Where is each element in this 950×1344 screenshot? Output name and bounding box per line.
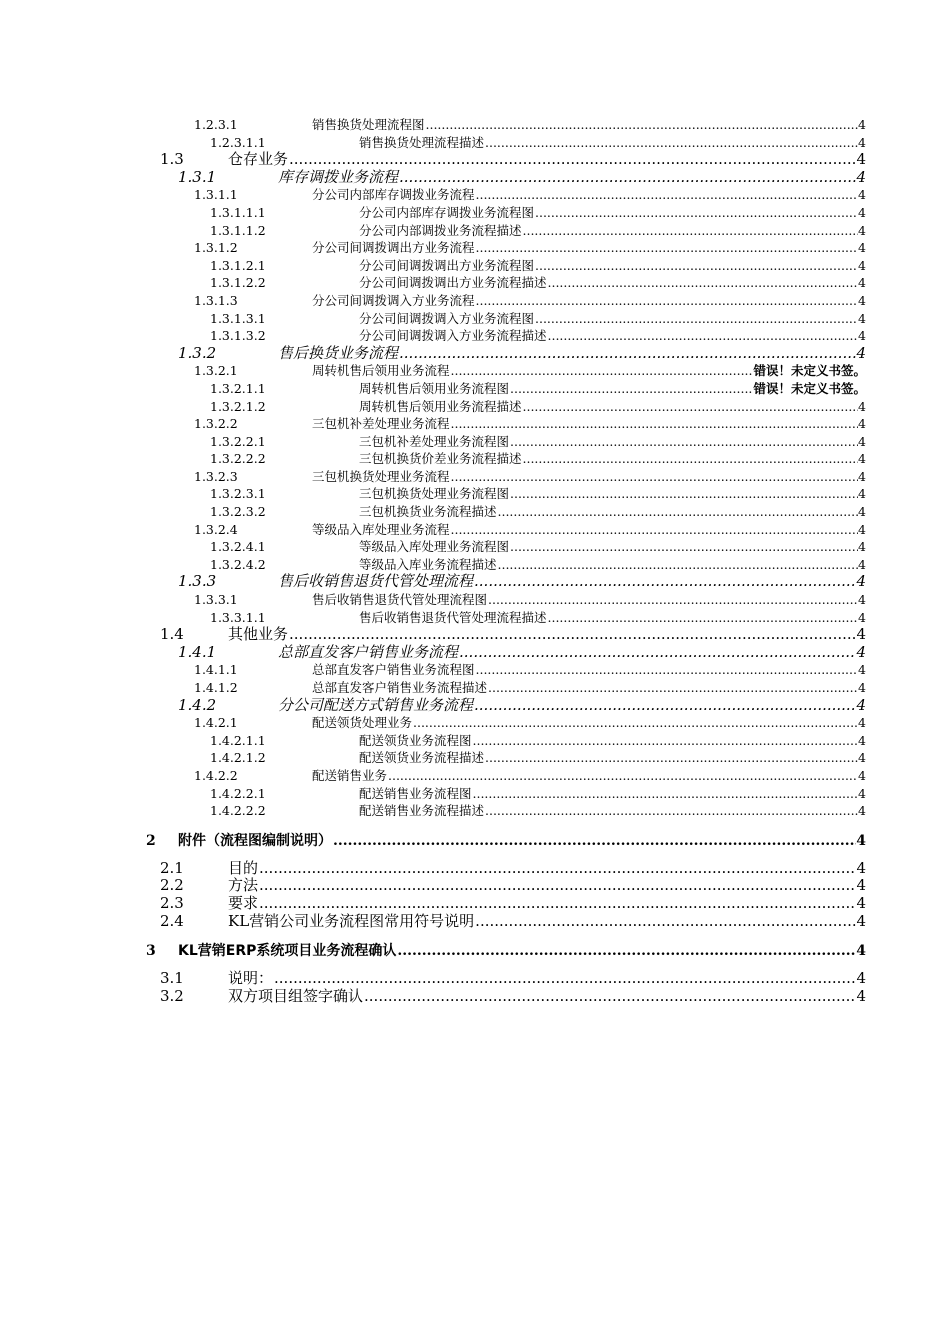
- toc-entry-number: 3: [146, 943, 156, 960]
- toc-entry-number: 1.3.2.4.1: [210, 539, 266, 555]
- toc-entry-number: 1.4.1: [178, 642, 217, 661]
- toc-entry[interactable]: [0, 895, 950, 913]
- toc-dot-leader: [548, 274, 859, 292]
- toc-entry-title: 附件（流程图编制说明）: [178, 832, 332, 849]
- toc-entry[interactable]: [0, 831, 950, 851]
- toc-entry-number: 1.3.2.4: [194, 521, 238, 537]
- toc-entry-number: 1.4.1.2: [194, 680, 238, 695]
- toc-dot-leader: [451, 362, 754, 380]
- toc-dot-leader: [474, 697, 856, 715]
- toc-entry-number: 1.3.3.1: [194, 592, 238, 608]
- toc-entry[interactable]: [0, 988, 950, 1006]
- toc-entry[interactable]: [0, 877, 950, 895]
- toc-entry[interactable]: [0, 609, 950, 627]
- toc-entry[interactable]: [0, 802, 950, 820]
- toc-entry[interactable]: [0, 169, 950, 187]
- toc-dot-leader: [388, 767, 858, 785]
- toc-entry-number: 2.3: [160, 893, 184, 912]
- toc-entry-number: 1.4.2: [178, 695, 217, 714]
- toc-entry[interactable]: [0, 450, 950, 468]
- toc-dot-leader: [523, 398, 859, 416]
- toc-dot-leader: [289, 626, 856, 644]
- toc-dot-leader: [548, 609, 859, 627]
- toc-dot-leader: [498, 556, 859, 574]
- toc-entry-title: 要求: [228, 894, 259, 912]
- toc-entry-page: 4: [856, 987, 866, 1005]
- toc-dot-leader: [451, 521, 859, 539]
- toc-entry-page: 4: [858, 292, 866, 308]
- toc-entry-page: 4: [858, 204, 866, 220]
- toc-entry-page: 4: [858, 680, 866, 695]
- toc-entry[interactable]: [0, 327, 950, 345]
- toc-entry-number: 2.2: [160, 876, 184, 895]
- toc-entry-title: 周转机售后领用业务流程: [312, 363, 450, 379]
- toc-entry-page: 4: [858, 803, 866, 819]
- toc-entry-number: 1.3.1: [178, 167, 217, 186]
- toc-entry-number: 1.3.1.2.1: [210, 257, 266, 273]
- toc-dot-leader: [426, 116, 859, 134]
- toc-entry-title: 配送销售业务: [312, 767, 388, 783]
- toc-entry[interactable]: [0, 116, 950, 134]
- toc-entry-page: 4: [856, 859, 866, 877]
- toc-entry[interactable]: [0, 679, 950, 697]
- toc-entry[interactable]: [0, 661, 950, 679]
- toc-entry-number: 1.3.1.1.2: [210, 222, 266, 238]
- toc-entry-title: KL营销ERP系统项目业务流程确认: [178, 943, 397, 960]
- toc-entry-title: 分公司内部调拨业务流程描述: [359, 222, 522, 238]
- toc-entry-number: 1.4.2.2.1: [210, 785, 266, 801]
- toc-entry[interactable]: [0, 556, 950, 574]
- toc-entry-number: 1.3.2.1.2: [210, 398, 266, 414]
- toc-entry-title: 分公司间调拨调出方业务流程描述: [359, 275, 547, 291]
- toc-entry-page: 4: [858, 715, 866, 731]
- toc-dot-leader: [364, 988, 856, 1006]
- toc-entry-title: 三包机换货处理业务流程图: [359, 486, 510, 502]
- toc-entry-page: 4: [856, 573, 866, 591]
- toc-entry[interactable]: [0, 714, 950, 732]
- toc-entry[interactable]: [0, 573, 950, 591]
- toc-entry-page: 4: [856, 912, 866, 930]
- toc-entry-page: 4: [856, 970, 866, 988]
- toc-dot-leader: [476, 186, 859, 204]
- toc-entry-page: 4: [858, 310, 866, 326]
- toc-entry-number: 1.4.2.1.1: [210, 732, 266, 748]
- toc-entry-number: 3.2: [160, 986, 184, 1005]
- toc-entry-page: 4: [856, 832, 866, 849]
- toc-bookmark-error: 错误！未定义书签。: [753, 363, 866, 379]
- toc-entry-title: 周转机售后领用业务流程图: [359, 380, 510, 396]
- toc-entry-title: 售后收销售退货代管处理流程: [278, 573, 474, 591]
- toc-entry[interactable]: [0, 257, 950, 275]
- toc-entry-page: 4: [858, 433, 866, 449]
- toc-dot-leader: [413, 714, 858, 732]
- toc-entry-title: KL营销公司业务流程图常用符号说明: [228, 912, 475, 930]
- toc-dot-leader: [476, 661, 859, 679]
- toc-dot-leader: [535, 204, 858, 222]
- toc-entry-title: 分公司间调拨调出方业务流程图: [359, 257, 535, 273]
- toc-dot-leader: [451, 415, 859, 433]
- toc-entry-page: 4: [858, 609, 866, 625]
- toc-dot-leader: [485, 749, 858, 767]
- toc-entry-number: 1.3: [160, 150, 184, 169]
- toc-entry[interactable]: [0, 626, 950, 644]
- toc-entry-page: 4: [858, 732, 866, 748]
- toc-entry[interactable]: [0, 204, 950, 222]
- toc-entry-title: 配送销售业务流程描述: [359, 803, 485, 819]
- toc-entry[interactable]: [0, 433, 950, 451]
- toc-dot-leader: [510, 380, 753, 398]
- toc-dot-leader: [485, 134, 858, 152]
- toc-entry-number: 1.3.2.1: [194, 363, 238, 379]
- toc-entry-title: 配送销售业务流程图: [359, 785, 472, 801]
- toc-entry-page: 4: [856, 894, 866, 912]
- toc-entry-page: 4: [858, 486, 866, 502]
- toc-entry[interactable]: [0, 644, 950, 662]
- toc-entry-number: 1.3.2.3.2: [210, 504, 266, 520]
- toc-entry-number: 1.3.1.3: [194, 292, 238, 308]
- toc-entry-page: 4: [858, 134, 866, 150]
- toc-dot-leader: [510, 485, 858, 503]
- toc-dot-leader: [548, 327, 859, 345]
- toc-entry-title: 分公司间调拨调入方业务流程描述: [359, 328, 547, 344]
- toc-dot-leader: [475, 913, 856, 931]
- toc-entry-page: 4: [858, 767, 866, 783]
- toc-entry-page: 4: [856, 168, 866, 186]
- toc-entry-page: 4: [858, 539, 866, 555]
- toc-entry-page: 4: [858, 117, 866, 132]
- toc-entry-title: 等级品入库业务流程描述: [359, 556, 497, 572]
- toc-entry-title: 售后收销售退货代管处理流程图: [312, 592, 488, 608]
- toc-entry[interactable]: [0, 913, 950, 931]
- toc-entry-number: 1.3.1.2.2: [210, 275, 266, 291]
- toc-entry-title: 售后收销售退货代管处理流程描述: [359, 609, 547, 625]
- toc-dot-leader: [274, 970, 856, 988]
- toc-entry-number: 1.3.1.3.2: [210, 328, 266, 344]
- toc-dot-leader: [397, 941, 856, 961]
- toc-entry-number: 1.3.1.3.1: [210, 310, 266, 326]
- toc-entry-number: 1.3.2.3.1: [210, 486, 266, 502]
- toc-dot-leader: [535, 257, 858, 275]
- toc-dot-leader: [476, 239, 859, 257]
- toc-entry-number: 1.2.3.1.1: [210, 134, 266, 150]
- toc-entry-number: 1.3.2.3: [194, 468, 238, 484]
- toc-entry-page: 4: [856, 344, 866, 362]
- toc-entry-title: 分公司配送方式销售业务流程: [278, 696, 474, 714]
- toc-entry-number: 1.4.2.1.2: [210, 750, 266, 766]
- toc-entry-number: 1.2.3.1: [194, 117, 238, 132]
- toc-entry-page: 4: [858, 398, 866, 414]
- toc-entry-title: 配送领货处理业务: [312, 715, 413, 731]
- toc-entry-number: 1.4.2.1: [194, 715, 238, 731]
- toc-entry-title: 方法: [228, 877, 259, 895]
- toc-dot-leader: [473, 732, 859, 750]
- toc-dot-leader: [289, 151, 856, 169]
- toc-entry-page: 4: [858, 257, 866, 273]
- toc-entry-number: 1.3.2.2.2: [210, 451, 266, 467]
- toc-entry-title: 周转机售后领用业务流程描述: [359, 398, 522, 414]
- toc-entry-page: 4: [858, 785, 866, 801]
- toc-entry-number: 2: [146, 832, 156, 849]
- toc-entry-title: 分公司内部库存调拨业务流程: [312, 187, 475, 203]
- toc-entry-page: 4: [858, 662, 866, 678]
- toc-dot-leader: [474, 573, 856, 591]
- toc-entry-page: 4: [856, 696, 866, 714]
- toc-entry[interactable]: [0, 468, 950, 486]
- toc-dot-leader: [488, 591, 858, 609]
- toc-entry-number: 1.4.2.2.2: [210, 803, 266, 819]
- toc-entry-title: 三包机换货处理业务流程: [312, 468, 450, 484]
- toc-entry-page: 4: [856, 877, 866, 895]
- toc-dot-leader: [259, 860, 856, 878]
- toc-entry-title: 三包机补差处理业务流程: [312, 416, 450, 432]
- toc-dot-leader: [399, 169, 856, 187]
- toc-dot-leader: [510, 433, 858, 451]
- toc-entry-title: 仓存业务: [228, 151, 289, 169]
- toc-entry[interactable]: [0, 785, 950, 803]
- toc-entry-page: 4: [858, 222, 866, 238]
- toc-entry-title: 总部直发客户销售业务流程图: [312, 662, 475, 678]
- toc-entry-number: 1.3.2.4.2: [210, 556, 266, 572]
- toc-entry[interactable]: [0, 697, 950, 715]
- toc-entry[interactable]: [0, 239, 950, 257]
- toc-entry[interactable]: [0, 503, 950, 521]
- toc-entry-number: 1.3.3: [178, 572, 217, 591]
- toc-entry-number: 1.3.2.2: [194, 416, 238, 432]
- toc-entry-page: 4: [858, 187, 866, 203]
- toc-entry[interactable]: [0, 591, 950, 609]
- toc-entry[interactable]: [0, 362, 950, 380]
- toc-entry-number: 2.4: [160, 911, 184, 930]
- toc-entry-page: 4: [856, 151, 866, 169]
- toc-entry-title: 售后换货业务流程: [278, 344, 399, 362]
- toc-entry[interactable]: [0, 151, 950, 169]
- toc-entry[interactable]: [0, 310, 950, 328]
- toc-entry[interactable]: [0, 274, 950, 292]
- toc-entry-title: 配送领货业务流程描述: [359, 750, 485, 766]
- toc-entry-title: 目的: [228, 859, 259, 877]
- toc-dot-leader: [535, 310, 858, 328]
- toc-entry-number: 2.1: [160, 858, 184, 877]
- toc-entry-page: 4: [858, 592, 866, 608]
- toc-entry-title: 销售换货处理流程图: [312, 117, 425, 132]
- toc-entry-title: 三包机补差处理业务流程图: [359, 433, 510, 449]
- toc-entry-title: 总部直发客户销售业务流程: [278, 643, 459, 661]
- toc-entry-title: 分公司内部库存调拨业务流程图: [359, 204, 535, 220]
- toc-dot-leader: [399, 345, 856, 363]
- table-of-contents: [0, 116, 950, 1005]
- toc-entry[interactable]: [0, 345, 950, 363]
- toc-entry-number: 1.3.2: [178, 343, 217, 362]
- toc-entry-title: 等级品入库处理业务流程: [312, 521, 450, 537]
- toc-entry[interactable]: [0, 970, 950, 988]
- toc-dot-leader: [259, 877, 856, 895]
- toc-dot-leader: [451, 468, 859, 486]
- toc-entry[interactable]: [0, 415, 950, 433]
- toc-entry-title: 三包机换货业务流程描述: [359, 504, 497, 520]
- toc-entry-title: 总部直发客户销售业务流程描述: [312, 680, 488, 695]
- toc-dot-leader: [476, 292, 859, 310]
- toc-entry-title: 分公司间调拨调入方业务流程: [312, 292, 475, 308]
- toc-entry-number: 1.4.2.2: [194, 767, 238, 783]
- toc-entry-number: 1.3.1.1.1: [210, 204, 266, 220]
- toc-entry-title: 双方项目组签字确认: [228, 987, 364, 1005]
- toc-dot-leader: [473, 785, 859, 803]
- toc-entry-page: 4: [856, 626, 866, 644]
- toc-entry-title: 配送领货业务流程图: [359, 732, 472, 748]
- toc-entry[interactable]: [0, 860, 950, 878]
- toc-entry-number: 1.3.2.1.1: [210, 380, 266, 396]
- toc-entry-title: 其他业务: [228, 626, 289, 644]
- toc-entry-page: 4: [858, 521, 866, 537]
- toc-entry[interactable]: [0, 398, 950, 416]
- toc-entry-number: 1.4.1.1: [194, 662, 238, 678]
- toc-entry-number: 1.4: [160, 625, 184, 644]
- toc-entry[interactable]: [0, 485, 950, 503]
- toc-dot-leader: [459, 644, 856, 662]
- toc-entry-number: 1.3.1.2: [194, 240, 238, 256]
- toc-entry[interactable]: [0, 538, 950, 556]
- toc-entry[interactable]: [0, 521, 950, 539]
- toc-entry-number: 3.1: [160, 969, 184, 988]
- toc-entry-page: 4: [858, 504, 866, 520]
- toc-dot-leader: [523, 450, 859, 468]
- toc-entry[interactable]: [0, 732, 950, 750]
- toc-entry-page: 4: [858, 750, 866, 766]
- toc-bookmark-error: 错误！未定义书签。: [753, 380, 866, 396]
- toc-entry[interactable]: [0, 222, 950, 240]
- toc-entry[interactable]: [0, 941, 950, 961]
- toc-entry[interactable]: [0, 749, 950, 767]
- toc-entry[interactable]: [0, 767, 950, 785]
- toc-dot-leader: [333, 831, 856, 851]
- toc-dot-leader: [523, 222, 859, 240]
- toc-entry-page: 4: [858, 416, 866, 432]
- toc-entry-page: 4: [858, 451, 866, 467]
- toc-entry[interactable]: [0, 186, 950, 204]
- toc-entry-number: 1.3.1.1: [194, 187, 238, 203]
- toc-entry[interactable]: [0, 134, 950, 152]
- toc-entry[interactable]: [0, 380, 950, 398]
- toc-dot-leader: [485, 802, 858, 820]
- toc-entry-title: 分公司间调拨调入方业务流程图: [359, 310, 535, 326]
- toc-dot-leader: [510, 538, 858, 556]
- toc-dot-leader: [498, 503, 859, 521]
- toc-entry-page: 4: [856, 943, 866, 960]
- toc-entry-title: 分公司间调拨调出方业务流程: [312, 240, 475, 256]
- toc-entry-page: 4: [858, 240, 866, 256]
- toc-entry-title: 三包机换货价差业务流程描述: [359, 451, 522, 467]
- toc-entry-title: 库存调拨业务流程: [278, 168, 399, 186]
- toc-entry-number: 1.3.3.1.1: [210, 609, 266, 625]
- toc-entry-title: 等级品入库处理业务流程图: [359, 539, 510, 555]
- toc-entry-number: 1.3.2.2.1: [210, 433, 266, 449]
- toc-entry-title: 说明：: [228, 970, 274, 988]
- toc-entry-page: 4: [858, 556, 866, 572]
- toc-dot-leader: [259, 895, 856, 913]
- toc-entry-title: 销售换货处理流程描述: [359, 134, 485, 150]
- toc-entry-page: 4: [856, 643, 866, 661]
- toc-entry-page: 4: [858, 328, 866, 344]
- toc-entry[interactable]: [0, 292, 950, 310]
- toc-entry-page: 4: [858, 275, 866, 291]
- toc-entry-page: 4: [858, 468, 866, 484]
- toc-dot-leader: [488, 679, 858, 697]
